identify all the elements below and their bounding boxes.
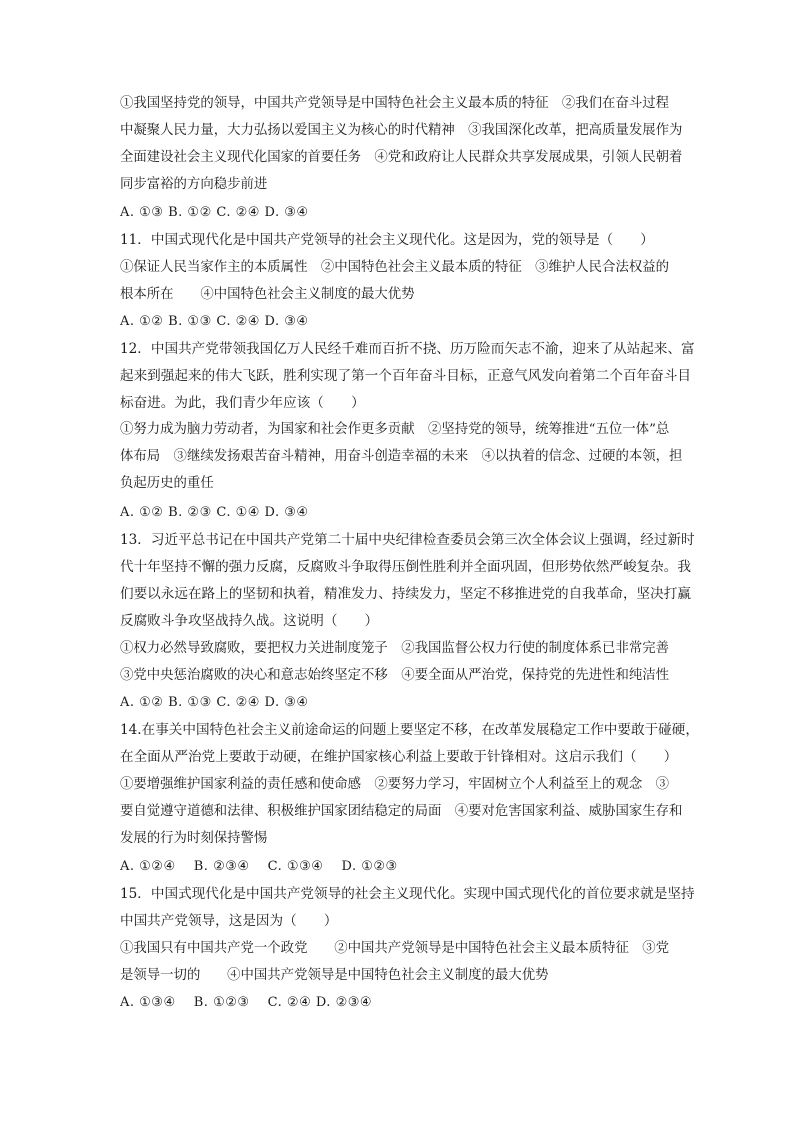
q10-option-line-1: ①我国坚持党的领导，中国共产党领导是中国特色社会主义最本质的特征 ②我们在奋斗过程 — [120, 96, 670, 111]
q13-stem-line-3: 们要以永远在路上的坚韧和执着，精准发力、持续发力，坚定不移推进党的自我革命，坚决打赢 — [120, 586, 691, 602]
q12-option-line-2: 体布局 ③继续发扬艰苦奋斗精神，用奋斗创造幸福的未来 ④以执着的信念、过硬的本领，担 — [120, 449, 683, 464]
q12-stem-line-2: 起来到强起来的伟大飞跃，胜利实现了第一个百年奋斗目标，正意气风发向着第二个百年奋斗目 — [120, 368, 691, 384]
q13-option-line-1: ①权力必然导致腐败，要把权力关进制度笼子 ②我国监督公权力行使的制度体系已非常完善 — [120, 641, 670, 656]
q14-stem-line-1: 14.在事关中国特色社会主义前途命运的问题上要坚定不移，在改革发展稳定工作中要敢于碰硬， — [120, 722, 699, 738]
q12-stem-line-3: 标奋进。为此，我们青少年应该（ ） — [120, 395, 365, 411]
q15-stem-line-1: 15．中国式现代化是中国共产党领导的社会主义现代化。实现中国式现代化的首位要求就是坚持 — [120, 886, 695, 902]
q14-option-line-1: ①要增强维护国家利益的责任感和使命感 ②要努力学习，牢固树立个人利益至上的观念 ③ — [120, 777, 670, 792]
q12-option-line-1: ①努力成为脑力劳动者，为国家和社会作更多贡献 ②坚持党的领导，统筹推进“五位一体”总 — [120, 422, 670, 437]
q11-option-line-1: ①保证人民当家作主的本质属性 ②中国特色社会主义最本质的特征 ③维护人民合法权益的 — [120, 260, 670, 275]
q15-option-line-2: 是领导一切的 ④中国共产党领导是中国特色社会主义制度的最大优势 — [120, 968, 549, 983]
q10-option-line-2: 中凝聚人民力量，大力弘扬以爱国主义为核心的时代精神 ③我国深化改革，把高质量发展作为 — [120, 123, 683, 138]
q14-option-line-3: 发展的行为时刻保持警惕 — [120, 831, 268, 846]
q15-answer-choices: A. ①③④ B. ①②③ C. ②④ D. ②③④ — [120, 995, 373, 1010]
q13-stem-line-1: 13．习近平总书记在中国共产党第二十届中央纪律检查委员会第三次全体会议上强调，经过新时 — [120, 532, 695, 548]
q10-answer-choices: A. ①③ B. ①② C. ②④ D. ③④ — [120, 205, 309, 220]
q12-option-line-3: 负起历史的重任 — [120, 476, 214, 491]
q12-answer-choices: A. ①② B. ②③ C. ①④ D. ③④ — [120, 505, 309, 520]
q13-answer-choices: A. ①② B. ①③ C. ②④ D. ③④ — [120, 695, 309, 710]
q10-option-line-4: 同步富裕的方向稳步前进 — [120, 177, 268, 192]
q13-option-line-2: ③党中央惩治腐败的决心和意志始终坚定不移 ④要全面从严治党，保持党的先进性和纯洁性 — [120, 668, 670, 683]
q11-answer-choices: A. ①② B. ①③ C. ②④ D. ③④ — [120, 314, 309, 329]
q12-stem-line-1: 12．中国共产党带领我国亿万人民经千难而百折不挠、历万险而矢志不渝，迎来了从站起来、富 — [120, 341, 695, 357]
q11-stem: 11．中国式现代化是中国共产党领导的社会主义现代化。这是因为，党的领导是（ ） — [120, 232, 654, 248]
q13-stem-line-4: 反腐败斗争攻坚战持久战。这说明（ ） — [120, 613, 379, 629]
q14-answer-choices: A. ①②④ B. ②③④ C. ①③④ D. ①②③ — [120, 859, 398, 874]
q10-option-line-3: 全面建设社会主义现代化国家的首要任务 ④党和政府让人民群众共享发展成果，引领人民朝着 — [120, 150, 683, 165]
q11-option-line-2: 根本所在 ④中国特色社会主义制度的最大优势 — [120, 287, 415, 302]
q15-option-line-1: ①我国只有中国共产党一个政党 ②中国共产党领导是中国特色社会主义最本质特征 ③党 — [120, 941, 670, 956]
q13-stem-line-2: 代十年坚持不懈的强力反腐，反腐败斗争取得压倒性胜利并全面巩固，但形势依然严峻复杂。我 — [120, 559, 691, 575]
q15-stem-line-2: 中国共产党领导，这是因为（ ） — [120, 913, 338, 929]
q14-option-line-2: 要自觉遵守道德和法律、积极维护国家团结稳定的局面 ④要对危害国家利益、威胁国家生存和 — [120, 804, 683, 819]
q14-stem-line-2: 在全面从严治党上要敢于动硬，在维护国家核心利益上要敢于针锋相对。这启示我们（ ） — [120, 749, 678, 765]
